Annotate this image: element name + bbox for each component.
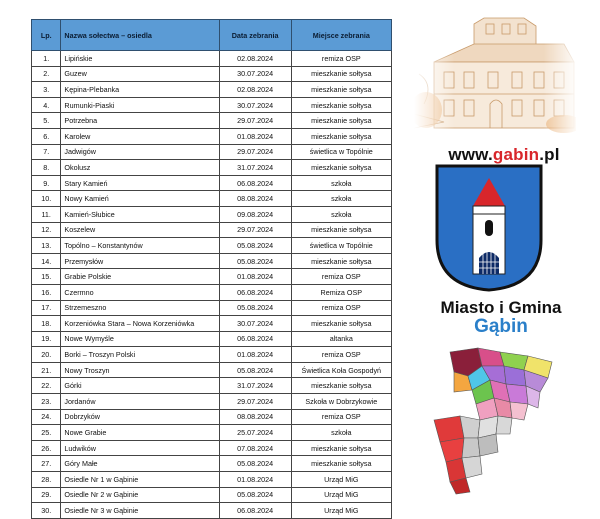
cell-place: świetlica w Topólnie	[291, 238, 391, 254]
cell-place: remiza OSP	[291, 269, 391, 285]
cell-place: mieszkanie sołtysa	[291, 440, 391, 456]
cell-place: remiza OSP	[291, 51, 391, 67]
table-row	[32, 440, 392, 456]
cell-place: mieszkanie sołtysa	[291, 97, 391, 113]
cell-name: Grabie Polskie	[61, 269, 219, 285]
cell-lp: 6.	[32, 128, 61, 144]
cell-place: Urząd MiG	[291, 503, 391, 519]
table-row	[32, 394, 392, 410]
cell-lp: 18.	[32, 316, 61, 332]
cell-date: 29.07.2024	[219, 113, 291, 129]
brand-line-2: Gąbin	[474, 316, 528, 337]
cell-date: 01.08.2024	[219, 472, 291, 488]
cell-name: Potrzebna	[61, 113, 219, 129]
cell-date: 01.08.2024	[219, 269, 291, 285]
cell-place: Świetlica Koła Gospodyń	[291, 362, 391, 378]
cell-place: mieszkanie sołtysa	[291, 222, 391, 238]
cell-lp: 3.	[32, 82, 61, 98]
cell-date: 08.08.2024	[219, 191, 291, 207]
website-suffix: .pl	[539, 145, 560, 164]
table-row	[32, 409, 392, 425]
cell-name: Koszelew	[61, 222, 219, 238]
cell-date: 05.08.2024	[219, 487, 291, 503]
cell-lp: 26.	[32, 440, 61, 456]
table-row	[32, 284, 392, 300]
cell-name: Lipińskie	[61, 51, 219, 67]
cell-name: Przemysłów	[61, 253, 219, 269]
table-row	[32, 300, 392, 316]
cell-date: 05.08.2024	[219, 300, 291, 316]
cell-name: Ludwików	[61, 440, 219, 456]
cell-place: Remiza OSP	[291, 284, 391, 300]
header-name: Nazwa sołectwa – osiedla	[61, 20, 219, 51]
cell-date: 01.08.2024	[219, 128, 291, 144]
cell-name: Góry Małe	[61, 456, 219, 472]
cell-date: 06.08.2024	[219, 284, 291, 300]
table-row	[32, 362, 392, 378]
table-row	[32, 66, 392, 82]
header-lp: Lp.	[32, 20, 61, 51]
cell-lp: 28.	[32, 472, 61, 488]
brand-line-1: Miasto i Gmina	[440, 298, 562, 317]
table-row	[32, 51, 392, 67]
cell-date: 30.07.2024	[219, 97, 291, 113]
table-row	[32, 487, 392, 503]
cell-place: mieszkanie sołtysa	[291, 378, 391, 394]
table-row	[32, 253, 392, 269]
cell-date: 09.08.2024	[219, 206, 291, 222]
cell-lp: 22.	[32, 378, 61, 394]
cell-lp: 10.	[32, 191, 61, 207]
cell-name: Guzew	[61, 66, 219, 82]
cell-place: mieszkanie sołtysa	[291, 316, 391, 332]
cell-name: Jordanów	[61, 394, 219, 410]
cell-place: mieszkanie sołtysa	[291, 82, 391, 98]
table-row	[32, 144, 392, 160]
cell-lp: 13.	[32, 238, 61, 254]
cell-date: 29.07.2024	[219, 394, 291, 410]
cell-name: Okolusz	[61, 160, 219, 176]
cell-name: Kamień-Słubice	[61, 206, 219, 222]
table-row	[32, 206, 392, 222]
table-row	[32, 238, 392, 254]
table-row	[32, 347, 392, 363]
cell-name: Górki	[61, 378, 219, 394]
cell-place: remiza OSP	[291, 347, 391, 363]
cell-lp: 1.	[32, 51, 61, 67]
cell-lp: 9.	[32, 175, 61, 191]
cell-lp: 5.	[32, 113, 61, 129]
cell-lp: 12.	[32, 222, 61, 238]
table-body	[32, 51, 392, 519]
cell-place: mieszkanie sołtysa	[291, 456, 391, 472]
cell-date: 30.07.2024	[219, 316, 291, 332]
cell-name: Osiedle Nr 2 w Gąbinie	[61, 487, 219, 503]
cell-date: 29.07.2024	[219, 222, 291, 238]
cell-lp: 7.	[32, 144, 61, 160]
cell-date: 06.08.2024	[219, 175, 291, 191]
cell-date: 06.08.2024	[219, 503, 291, 519]
cell-date: 05.08.2024	[219, 456, 291, 472]
cell-name: Nowe Wymyśle	[61, 331, 219, 347]
cell-name: Stary Kamień	[61, 175, 219, 191]
cell-place: szkoła	[291, 206, 391, 222]
table-row	[32, 378, 392, 394]
table-row	[32, 472, 392, 488]
cell-lp: 2.	[32, 66, 61, 82]
cell-name: Karolew	[61, 128, 219, 144]
header-place: Miejsce zebrania	[291, 20, 391, 51]
cell-place: Szkoła w Dobrzykowie	[291, 394, 391, 410]
table-row	[32, 425, 392, 441]
meetings-table	[31, 19, 392, 519]
website-highlight: gabin	[492, 145, 540, 164]
cell-name: Korzeniówka Stara – Nowa Korzeniówka	[61, 316, 219, 332]
cell-lp: 25.	[32, 425, 61, 441]
cell-date: 07.08.2024	[219, 440, 291, 456]
cell-date: 02.08.2024	[219, 82, 291, 98]
table-row	[32, 456, 392, 472]
cell-place: altanka	[291, 331, 391, 347]
cell-name: Czermno	[61, 284, 219, 300]
coat-of-arms-icon	[433, 162, 545, 294]
cell-name: Rumunki-Piaski	[61, 97, 219, 113]
cell-place: Urząd MiG	[291, 472, 391, 488]
cell-name: Strzemeszno	[61, 300, 219, 316]
cell-place: remiza OSP	[291, 409, 391, 425]
cell-name: Topólno – Konstantynów	[61, 238, 219, 254]
cell-lp: 17.	[32, 300, 61, 316]
table-row	[32, 269, 392, 285]
cell-place: mieszkanie sołtysa	[291, 128, 391, 144]
cell-name: Osiedle Nr 3 w Gąbinie	[61, 503, 219, 519]
table-row	[32, 191, 392, 207]
cell-date: 31.07.2024	[219, 378, 291, 394]
cell-name: Nowy Troszyn	[61, 362, 219, 378]
table-row	[32, 222, 392, 238]
cell-name: Nowe Grabie	[61, 425, 219, 441]
cell-name: Nowy Kamień	[61, 191, 219, 207]
cell-date: 05.08.2024	[219, 362, 291, 378]
table-row	[32, 113, 392, 129]
cell-place: szkoła	[291, 175, 391, 191]
header-date: Data zebrania	[219, 20, 291, 51]
table-row	[32, 160, 392, 176]
cell-name: Borki – Troszyn Polski	[61, 347, 219, 363]
cell-lp: 19.	[32, 331, 61, 347]
cell-date: 05.08.2024	[219, 253, 291, 269]
cell-lp: 20.	[32, 347, 61, 363]
cell-lp: 21.	[32, 362, 61, 378]
cell-name: Kępina-Plebanka	[61, 82, 219, 98]
cell-lp: 16.	[32, 284, 61, 300]
cell-lp: 27.	[32, 456, 61, 472]
town-hall-sketch	[414, 14, 576, 134]
cell-date: 08.08.2024	[219, 409, 291, 425]
cell-date: 01.08.2024	[219, 347, 291, 363]
cell-place: szkoła	[291, 191, 391, 207]
table-row	[32, 175, 392, 191]
cell-lp: 30.	[32, 503, 61, 519]
table-row	[32, 316, 392, 332]
table-header-row	[32, 20, 392, 51]
cell-name: Dobrzyków	[61, 409, 219, 425]
table-row	[32, 331, 392, 347]
municipality-map	[420, 346, 572, 496]
cell-place: remiza OSP	[291, 300, 391, 316]
cell-date: 29.07.2024	[219, 144, 291, 160]
cell-date: 30.07.2024	[219, 66, 291, 82]
cell-date: 05.08.2024	[219, 238, 291, 254]
cell-lp: 14.	[32, 253, 61, 269]
cell-place: świetlica w Topólnie	[291, 144, 391, 160]
cell-date: 06.08.2024	[219, 331, 291, 347]
cell-name: Osiedle Nr 1 w Gąbinie	[61, 472, 219, 488]
table-row	[32, 128, 392, 144]
cell-date: 31.07.2024	[219, 160, 291, 176]
cell-lp: 15.	[32, 269, 61, 285]
table-row	[32, 97, 392, 113]
cell-name: Jadwigów	[61, 144, 219, 160]
table-row	[32, 82, 392, 98]
cell-lp: 23.	[32, 394, 61, 410]
cell-place: mieszkanie sołtysa	[291, 66, 391, 82]
cell-place: mieszkanie sołtysa	[291, 253, 391, 269]
cell-place: mieszkanie sołtysa	[291, 113, 391, 129]
cell-place: Urząd MiG	[291, 487, 391, 503]
cell-lp: 11.	[32, 206, 61, 222]
cell-lp: 4.	[32, 97, 61, 113]
table-row	[32, 503, 392, 519]
cell-lp: 29.	[32, 487, 61, 503]
cell-date: 02.08.2024	[219, 51, 291, 67]
website-prefix: www.	[448, 145, 493, 164]
cell-lp: 8.	[32, 160, 61, 176]
cell-place: szkoła	[291, 425, 391, 441]
cell-place: mieszkanie sołtysa	[291, 160, 391, 176]
cell-lp: 24.	[32, 409, 61, 425]
cell-date: 25.07.2024	[219, 425, 291, 441]
